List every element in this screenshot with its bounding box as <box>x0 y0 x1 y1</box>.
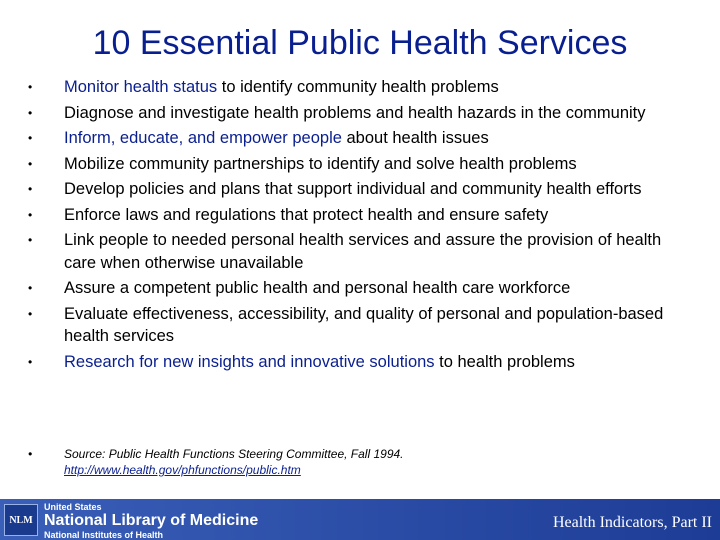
bullet: • <box>28 156 33 171</box>
bullet: • <box>28 105 33 120</box>
footer-title: Health Indicators, Part II <box>552 514 712 531</box>
list-item <box>28 76 678 99</box>
org-line-3: National Institutes of Health <box>44 530 164 540</box>
item-text: Diagnose and investigate health problems and health hazards in the community <box>64 103 646 122</box>
bullet: • <box>28 306 33 321</box>
item-text: Evaluate effectiveness, accessibility, and quality of personal and population-based health services <box>64 304 664 345</box>
services-list <box>28 76 678 376</box>
list-item <box>28 204 678 227</box>
item-text: Assure a competent public health and personal health care workforce <box>64 279 571 297</box>
bullet: • <box>28 182 33 196</box>
list-item <box>28 127 678 150</box>
bullet: • <box>28 207 33 222</box>
list-item <box>28 178 678 201</box>
nlm-wordmark <box>44 502 258 540</box>
item-text: to identify community health problems <box>217 78 499 96</box>
bullet: • <box>28 281 33 295</box>
footer-bar <box>0 499 720 540</box>
item-text: Enforce laws and regulations that protect health and ensure safety <box>64 205 549 224</box>
list-item <box>28 102 678 125</box>
bullet: • <box>28 354 33 369</box>
item-text: about health issues <box>341 129 489 147</box>
slide-title: 10 Essential Public Health Services <box>92 24 628 62</box>
item-highlight: Monitor health status <box>64 78 218 96</box>
item-text: to health problems <box>434 352 575 371</box>
bullet: • <box>28 233 33 247</box>
item-text: Mobilize community partnerships to identify and solve health problems <box>64 154 577 173</box>
item-text: Link people to needed personal health services and assure the provision of health care when otherwise unavailable <box>64 231 662 272</box>
org-line-1: United States <box>44 502 102 512</box>
nlm-logo-text: NLM <box>9 514 33 526</box>
source-citation <box>28 446 678 478</box>
source-text: Source: Public Health Functions Steering Committee, Fall 1994. <box>64 447 404 461</box>
bullet: • <box>28 131 33 145</box>
list-item <box>28 153 678 176</box>
source-link[interactable]: http://www.health.gov/phfunctions/public.htm <box>64 463 301 477</box>
bullet: • <box>28 80 33 94</box>
list-item <box>28 351 678 374</box>
item-highlight: Research for new insights and innovative solutions <box>64 352 435 371</box>
bullet: • <box>28 447 33 461</box>
list-item <box>28 229 678 274</box>
item-highlight: Inform, educate, and empower people <box>64 129 342 147</box>
org-line-2: National Library of Medicine <box>44 512 259 529</box>
item-text: Develop policies and plans that support individual and community health efforts <box>64 180 642 198</box>
nlm-logo <box>4 504 38 536</box>
list-item <box>28 303 678 348</box>
list-item <box>28 277 678 300</box>
